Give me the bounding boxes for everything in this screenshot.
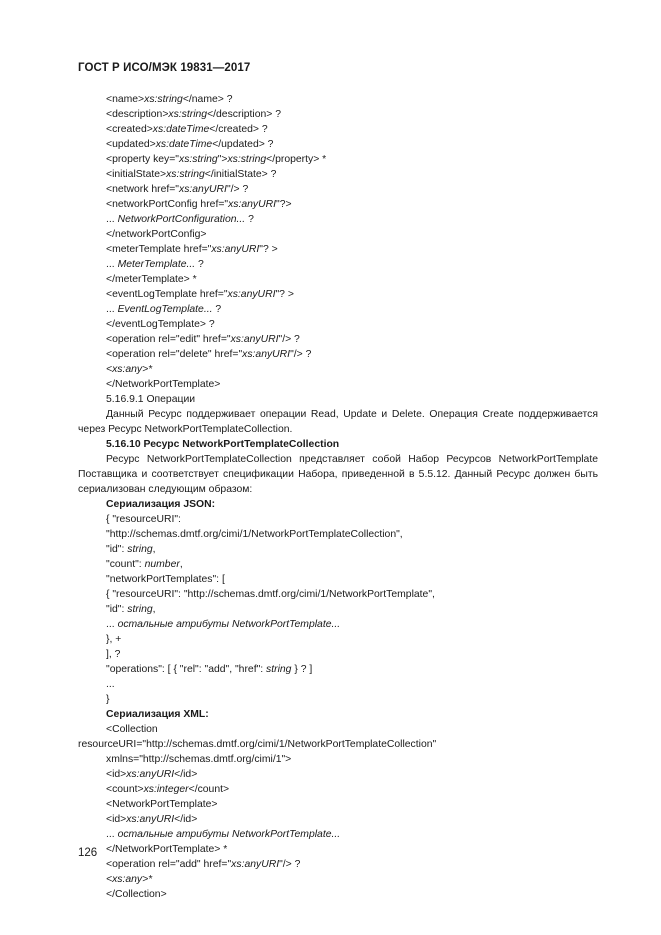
- text-segment: resourceURI="http://schemas.dmtf.org/cimi/1/NetworkPortTemplateCollection": [78, 739, 437, 750]
- text-line: [78, 797, 598, 812]
- text-line: [78, 227, 598, 242]
- italic-text: string: [127, 544, 153, 555]
- text-segment: <initialState>: [106, 169, 167, 180]
- text-segment: ,: [152, 604, 156, 615]
- italic-text: xs:integer: [143, 784, 189, 795]
- text-line: [78, 317, 598, 332]
- text-segment: Данный Ресурс поддерживает операции Read, Update и Delete. Операция Create поддерживается: [106, 409, 598, 420]
- text-segment: <name>: [106, 94, 145, 105]
- italic-text: xs:anyURI: [179, 184, 227, 195]
- text-segment: ...: [106, 679, 115, 690]
- text-line: [78, 872, 598, 887]
- text-segment: "/> ?: [278, 334, 300, 345]
- italic-text: xs:string: [166, 169, 205, 180]
- text-segment: <meterTemplate href=": [106, 244, 212, 255]
- text-line: [78, 782, 598, 797]
- text-segment: Ресурс NetworkPortTemplateCollection представляет собой Набор Ресурсов NetworkPortTemplate: [106, 454, 598, 465]
- italic-text: string: [266, 664, 292, 675]
- text-line: [78, 827, 598, 842]
- text-line: [78, 557, 598, 572]
- text-segment: "? >: [275, 289, 294, 300]
- text-segment: "/> ?: [279, 859, 301, 870]
- bold-text: Сериализация JSON:: [106, 499, 216, 510]
- text-line: [78, 257, 598, 272]
- text-line: [78, 767, 598, 782]
- italic-text: xs:anyURI: [231, 859, 280, 870]
- text-segment: ?: [212, 304, 222, 315]
- text-line: [78, 452, 598, 467]
- text-segment: ">: [217, 154, 228, 165]
- text-segment: <network href=": [106, 184, 179, 195]
- text-segment: "/> ?: [226, 184, 249, 195]
- text-line: [78, 572, 598, 587]
- italic-text: xs:anyURI: [126, 769, 175, 780]
- text-line: [78, 482, 598, 497]
- page-header: ГОСТ Р ИСО/МЭК 19831—2017: [78, 62, 251, 74]
- text-line: [78, 692, 598, 707]
- text-segment: "http://schemas.dmtf.org/cimi/1/NetworkPortTemplateCollection",: [106, 529, 403, 540]
- text-line: [78, 542, 598, 557]
- text-segment: <operation rel="edit" href=": [106, 334, 231, 345]
- text-line: [78, 167, 598, 182]
- text-segment: }, +: [106, 634, 122, 645]
- text-line: [78, 92, 598, 107]
- text-line: [78, 332, 598, 347]
- italic-text: EventLogTemplate...: [117, 304, 213, 315]
- text-line: [78, 197, 598, 212]
- text-line: [78, 242, 598, 257]
- italic-text: xs:anyURI: [230, 334, 279, 345]
- text-segment: </eventLogTemplate> ?: [106, 319, 215, 330]
- italic-text: MeterTemplate...: [117, 259, 196, 270]
- text-segment: </Collection>: [106, 889, 167, 900]
- text-line: [78, 752, 598, 767]
- text-segment: </networkPortConfig>: [106, 229, 207, 240]
- text-line: [78, 347, 598, 362]
- text-segment: ?: [245, 214, 254, 225]
- text-line: [78, 392, 598, 407]
- text-segment: { "resourceURI":: [106, 514, 181, 525]
- text-line: [78, 152, 598, 167]
- document-body: [78, 92, 598, 902]
- italic-text: NetworkPortConfiguration...: [117, 214, 246, 225]
- italic-text: string: [127, 604, 153, 615]
- text-line: [78, 287, 598, 302]
- italic-text: остальные атрибуты NetworkPortTemplate...: [117, 829, 341, 840]
- text-segment: <property key=": [106, 154, 179, 165]
- text-line: [78, 362, 598, 377]
- text-line: [78, 302, 598, 317]
- text-line: [78, 437, 598, 452]
- text-segment: ?: [195, 259, 204, 270]
- text-line: [78, 887, 598, 902]
- text-line: [78, 422, 598, 437]
- italic-text: xs:anyURI: [126, 814, 175, 825]
- text-line: [78, 122, 598, 137]
- text-line: [78, 842, 598, 857]
- text-segment: 5.16.9.1 Операции: [106, 394, 196, 405]
- text-line: [78, 707, 598, 722]
- text-line: [78, 722, 598, 737]
- bold-text: 5.16.10 Ресурс NetworkPortTemplateCollection: [106, 439, 340, 450]
- text-segment: </NetworkPortTemplate>: [106, 379, 221, 390]
- text-segment: "count":: [106, 559, 145, 570]
- text-segment: </id>: [174, 814, 198, 825]
- text-line: [78, 617, 598, 632]
- text-segment: <count>: [106, 784, 144, 795]
- italic-text: остальные атрибуты NetworkPortTemplate...: [117, 619, 341, 630]
- text-segment: </description> ?: [207, 109, 282, 120]
- italic-text: xs:string: [168, 109, 208, 120]
- text-segment: "networkPortTemplates": [: [106, 574, 225, 585]
- text-segment: <eventLogTemplate href=": [106, 289, 228, 300]
- text-line: [78, 182, 598, 197]
- text-line: [78, 677, 598, 692]
- text-segment: <operation rel="delete" href=": [106, 349, 243, 360]
- text-segment: сериализован следующим образом:: [78, 484, 253, 495]
- text-segment: "? >: [259, 244, 278, 255]
- text-segment: </created> ?: [209, 124, 268, 135]
- text-segment: <id>: [106, 769, 127, 780]
- text-line: [78, 587, 598, 602]
- text-segment: <updated>: [106, 139, 156, 150]
- text-segment: </id>: [174, 769, 198, 780]
- text-line: [78, 737, 598, 752]
- italic-text: <xs:any>*: [106, 874, 153, 885]
- text-segment: через Ресурс NetworkPortTemplateCollection.: [78, 424, 293, 435]
- text-segment: ...: [106, 259, 118, 270]
- text-segment: <id>: [106, 814, 127, 825]
- text-line: [78, 272, 598, 287]
- text-line: [78, 812, 598, 827]
- text-segment: <NetworkPortTemplate>: [106, 799, 218, 810]
- text-line: [78, 497, 598, 512]
- text-line: [78, 527, 598, 542]
- text-segment: "id":: [106, 604, 128, 615]
- text-segment: </updated> ?: [212, 139, 274, 150]
- text-segment: <created>: [106, 124, 153, 135]
- text-segment: "id":: [106, 544, 128, 555]
- text-line: [78, 467, 598, 482]
- text-segment: ,: [179, 559, 183, 570]
- italic-text: number: [144, 559, 180, 570]
- text-segment: "operations": [ { "rel": "add", "href":: [106, 664, 267, 675]
- text-segment: </meterTemplate> *: [106, 274, 197, 285]
- text-segment: </name> ?: [182, 94, 233, 105]
- text-segment: <description>: [106, 109, 169, 120]
- text-line: [78, 107, 598, 122]
- text-segment: ,: [152, 544, 156, 555]
- text-segment: </count>: [188, 784, 230, 795]
- text-line: [78, 512, 598, 527]
- text-segment: }: [106, 694, 110, 705]
- text-segment: xmlns="http://schemas.dmtf.org/cimi/1">: [106, 754, 292, 765]
- text-segment: <Collection: [106, 724, 158, 735]
- italic-text: xs:anyURI: [211, 244, 260, 255]
- text-line: [78, 407, 598, 422]
- text-line: [78, 647, 598, 662]
- italic-text: xs:anyURI: [228, 199, 277, 210]
- text-line: [78, 377, 598, 392]
- text-segment: <networkPortConfig href=": [106, 199, 229, 210]
- text-line: [78, 632, 598, 647]
- text-line: [78, 137, 598, 152]
- text-segment: ...: [106, 304, 118, 315]
- text-segment: ], ?: [106, 649, 121, 660]
- text-segment: ...: [106, 619, 118, 630]
- italic-text: xs:anyURI: [227, 289, 276, 300]
- text-segment: ...: [106, 214, 118, 225]
- italic-text: xs:dateTime: [152, 124, 210, 135]
- text-segment: </property> *: [266, 154, 327, 165]
- italic-text: xs:string: [144, 94, 183, 105]
- text-line: [78, 212, 598, 227]
- text-segment: <operation rel="add" href=": [106, 859, 232, 870]
- bold-text: Сериализация XML:: [106, 709, 209, 720]
- text-segment: } ? ]: [291, 664, 313, 675]
- text-line: [78, 857, 598, 872]
- text-segment: "/> ?: [290, 349, 312, 360]
- italic-text: xs:string: [227, 154, 267, 165]
- text-segment: Поставщика и соответствует спецификации Набора, приведенной в 5.5.12. Данный Ресурс должен быть: [78, 469, 598, 480]
- text-segment: </NetworkPortTemplate> *: [106, 844, 228, 855]
- text-segment: ...: [106, 829, 118, 840]
- text-line: [78, 602, 598, 617]
- italic-text: xs:string: [179, 154, 218, 165]
- text-segment: { "resourceURI": "http://schemas.dmtf.org/cimi/1/NetworkPortTemplate",: [106, 589, 435, 600]
- text-segment: "?>: [276, 199, 292, 210]
- italic-text: xs:dateTime: [155, 139, 213, 150]
- italic-text: <xs:any>*: [106, 364, 153, 375]
- page-number: 126: [78, 847, 98, 859]
- italic-text: xs:anyURI: [242, 349, 291, 360]
- text-line: [78, 662, 598, 677]
- text-segment: </initialState> ?: [204, 169, 277, 180]
